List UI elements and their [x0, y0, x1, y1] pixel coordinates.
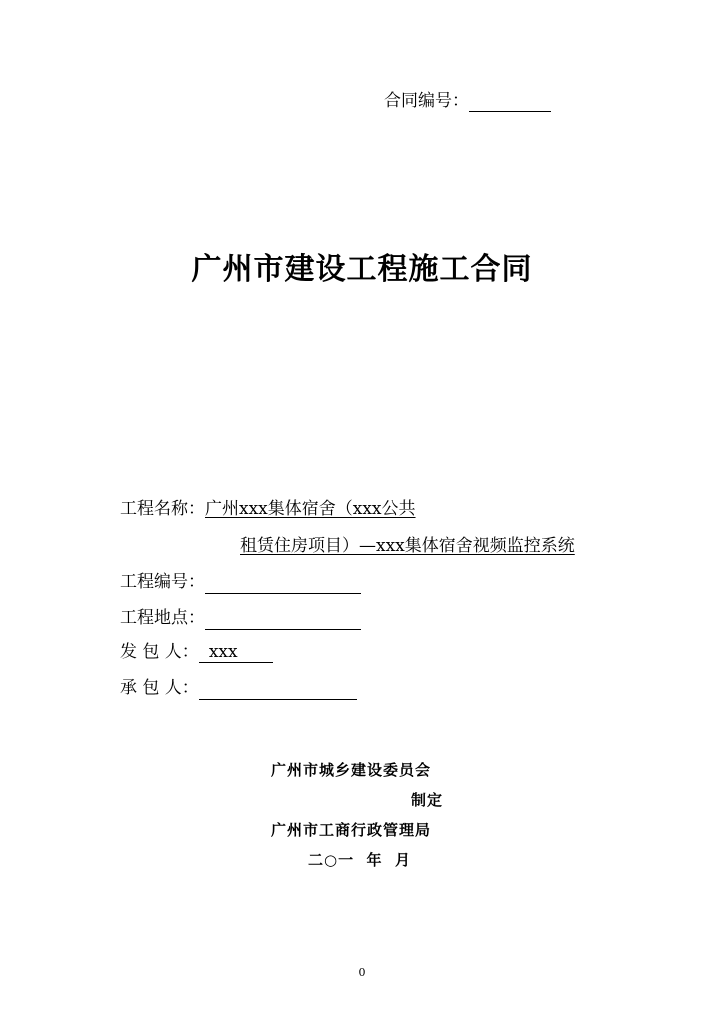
project-name-value-1: 广州xxx集体宿舍（xxx公共: [205, 499, 416, 519]
page-number: 0: [358, 966, 366, 979]
issuer-enacted: 制定: [411, 791, 444, 809]
project-name-value-2: 租赁住房项目）—xxx集体宿舍视频监控系统: [240, 536, 575, 556]
project-name-line1: [120, 497, 416, 521]
document-title: 广州市建设工程施工合同: [191, 252, 533, 287]
project-name-label: 工程名称：: [120, 499, 205, 519]
issuer-construction-committee: 广州市城乡建设委员会: [271, 761, 432, 779]
issuer-industry-commerce-bureau: 广州市工商行政管理局: [271, 821, 432, 839]
project-number-line: [120, 570, 361, 594]
contract-number-line: [384, 90, 551, 112]
project-location-line: [120, 606, 361, 630]
contractor-line: [120, 676, 357, 700]
employer-line: [120, 640, 273, 664]
employer-value: xxx: [199, 642, 273, 663]
contractor-label: 承 包 人：: [120, 678, 199, 698]
contract-number-blank: [469, 93, 551, 112]
issue-date: 二○一 年 月: [308, 851, 411, 869]
project-location-label: 工程地点：: [120, 608, 205, 628]
contract-number-label: 合同编号：: [384, 91, 469, 111]
project-number-blank: [205, 575, 361, 594]
project-number-label: 工程编号：: [120, 572, 205, 592]
contractor-blank: [199, 681, 357, 700]
employer-label: 发 包 人：: [120, 642, 199, 662]
project-location-blank: [205, 611, 361, 630]
